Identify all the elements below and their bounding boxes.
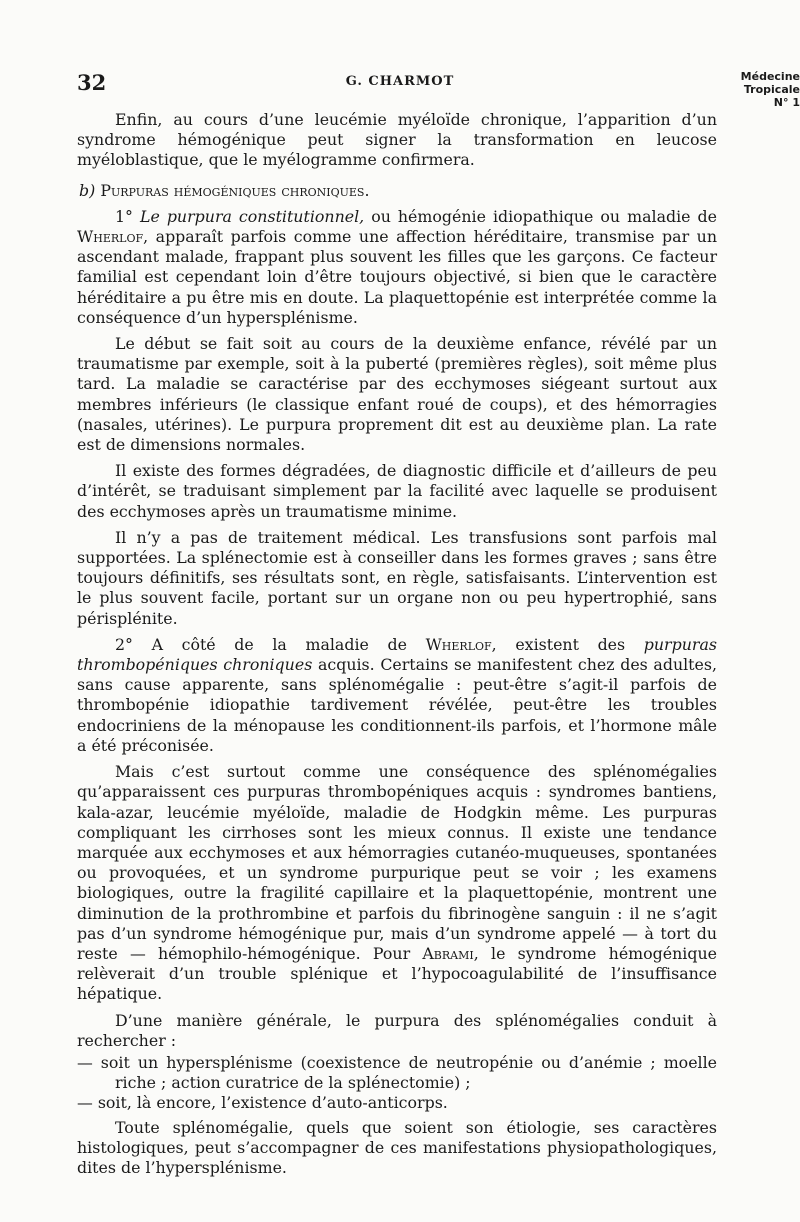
journal-name-line1: Médecine <box>740 70 800 83</box>
text-run: Mais c’est surtout comme une conséquence des splénomégalies qu’apparaissent ces purpuras thrombopéniques acquis : syndromes bantiens, kala-azar, leucémie myéloïde, maladie de Hodgkin même. Les purpuras compliquant les cirrhoses sont les mieux connus. Il existe une tendance marquée aux ecchymoses et aux hémorragies cutanéo-muqueuses, spontanées ou provoquées, et un syndrome purpurique peut se voir ; les examens biologiques, outre la fragilité capillaire et la plaquettopénie, montrent une diminution de la prothrombine et parfois du fibrinogène sanguin : il ne s’agit pas d’un syndrome hémogénique pur, mais d’un syndrome appelé — à tort du reste — hémophilo-hémogénique. Pour <box>77 762 717 963</box>
running-head-author: G. CHARMOT <box>345 74 455 89</box>
paragraph-conclusion: Toute splénomégalie, quels que soient son étiologie, ses caractères histologiques, peut s’accompagner de ces manifestations physiopathologiques, dites de l’hypersplénisme. <box>77 1117 717 1177</box>
section-letter: b) <box>79 180 96 200</box>
journal-name-line2: Tropicale <box>743 83 800 96</box>
text-run: acquis. Certains se manifestent chez des adultes, sans cause apparente, sans splénomégalie : peut-être s’agit-il parfois de thrombopénie idiopathie tardivement révélée, peut-être les troubles endocriniens de la ménopause les conditionnent-ils parfois, et l’hormone mâle a été préconisée. <box>77 655 718 755</box>
text-run: ou hémogénie idiopathique ou maladie de <box>371 206 717 226</box>
paragraph-treatment: Il n’y a pas de traitement médical. Les transfusions sont parfois mal supportées. La splénectomie est à conseiller dans les formes graves ; sans être toujours définitifs, ses résultats sont, en règle, satisfaisants. L’intervention est le plus souvent facile, portant sur un organe non ou peu hypertrophié, sans périsplénite. <box>77 527 717 628</box>
text-run: apparaît parfois comme une affection héréditaire, transmise par un ascendant malade, frappant plus souvent les filles que les garçons. Ce facteur familial est cependant loin d’être toujours objectivé, si bien que le caractère héréditaire a pu être mis en doute. La plaquettopénie est interprétée comme la conséquence d’un hypersplénisme. <box>77 227 717 327</box>
author-name: Abrami, <box>422 943 479 963</box>
paragraph-splenomegaly <box>77 762 717 1004</box>
list-item-autoantibodies: — soit, là encore, l’existence d’auto-anticorps. <box>77 1093 448 1113</box>
paragraph-constitutional-purpura <box>77 207 717 328</box>
list-item-hypersplenism: — soit un hypersplénisme (coexistence de neutropénie ou d’anémie ; moelle riche ; action curatrice de la splénectomie) ; <box>77 1052 717 1093</box>
article-body <box>77 110 717 1184</box>
page-number: 32 <box>77 70 107 95</box>
paragraph-degraded-forms: Il existe des formes dégradées, de diagnostic difficile et d’ailleurs de peu d’intérêt, se traduisant simplement par la facilité avec laquelle se produisent des ecchymoses après un traumatisme minime. <box>77 461 717 521</box>
item-number: 1° <box>115 206 133 226</box>
text-run: 2° A côté de la maladie de <box>115 634 407 654</box>
paragraph-leukemia: Enfin, au cours d’une leucémie myéloïde chronique, l’apparition d’un syndrome hémogénique peut signer la transformation en leucose myéloblastique, que le myélogramme confirmera. <box>77 110 717 170</box>
text-run: existent des <box>515 634 626 654</box>
journal-issue: N° 1 <box>773 96 800 109</box>
text-run: le syndrome hémogénique relèverait d’un trouble splénique et l’hypocoagulabilité de l’insuffisance hépatique. <box>77 943 717 1004</box>
author-name: Wherlof, <box>77 227 149 247</box>
author-name: Wherlof, <box>425 634 497 654</box>
journal-reference <box>720 70 800 109</box>
section-title: Purpuras hémogéniques chroniques. <box>100 180 370 200</box>
paragraph-general: D’une manière générale, le purpura des splénomégalies conduit à rechercher : <box>77 1010 717 1050</box>
section-heading-chronic-purpuras <box>79 181 717 201</box>
paragraph-onset: Le début se fait soit au cours de la deuxième enfance, révélé par un traumatisme par exemple, soit à la puberté (premières règles), soit même plus tard. La maladie se caractérise par des ecchymoses siégeant surtout aux membres inférieurs (le classique enfant roué de coups), et des hémorragies (nasales, utérines). Le purpura proprement dit est au deuxième plan. La rate est de dimensions normales. <box>77 334 717 455</box>
paragraph-acquired-purpuras <box>77 635 717 756</box>
italic-term: purpuras thrombopéniques chroniques <box>77 634 717 675</box>
item-title: Le purpura constitutionnel, <box>139 206 365 226</box>
